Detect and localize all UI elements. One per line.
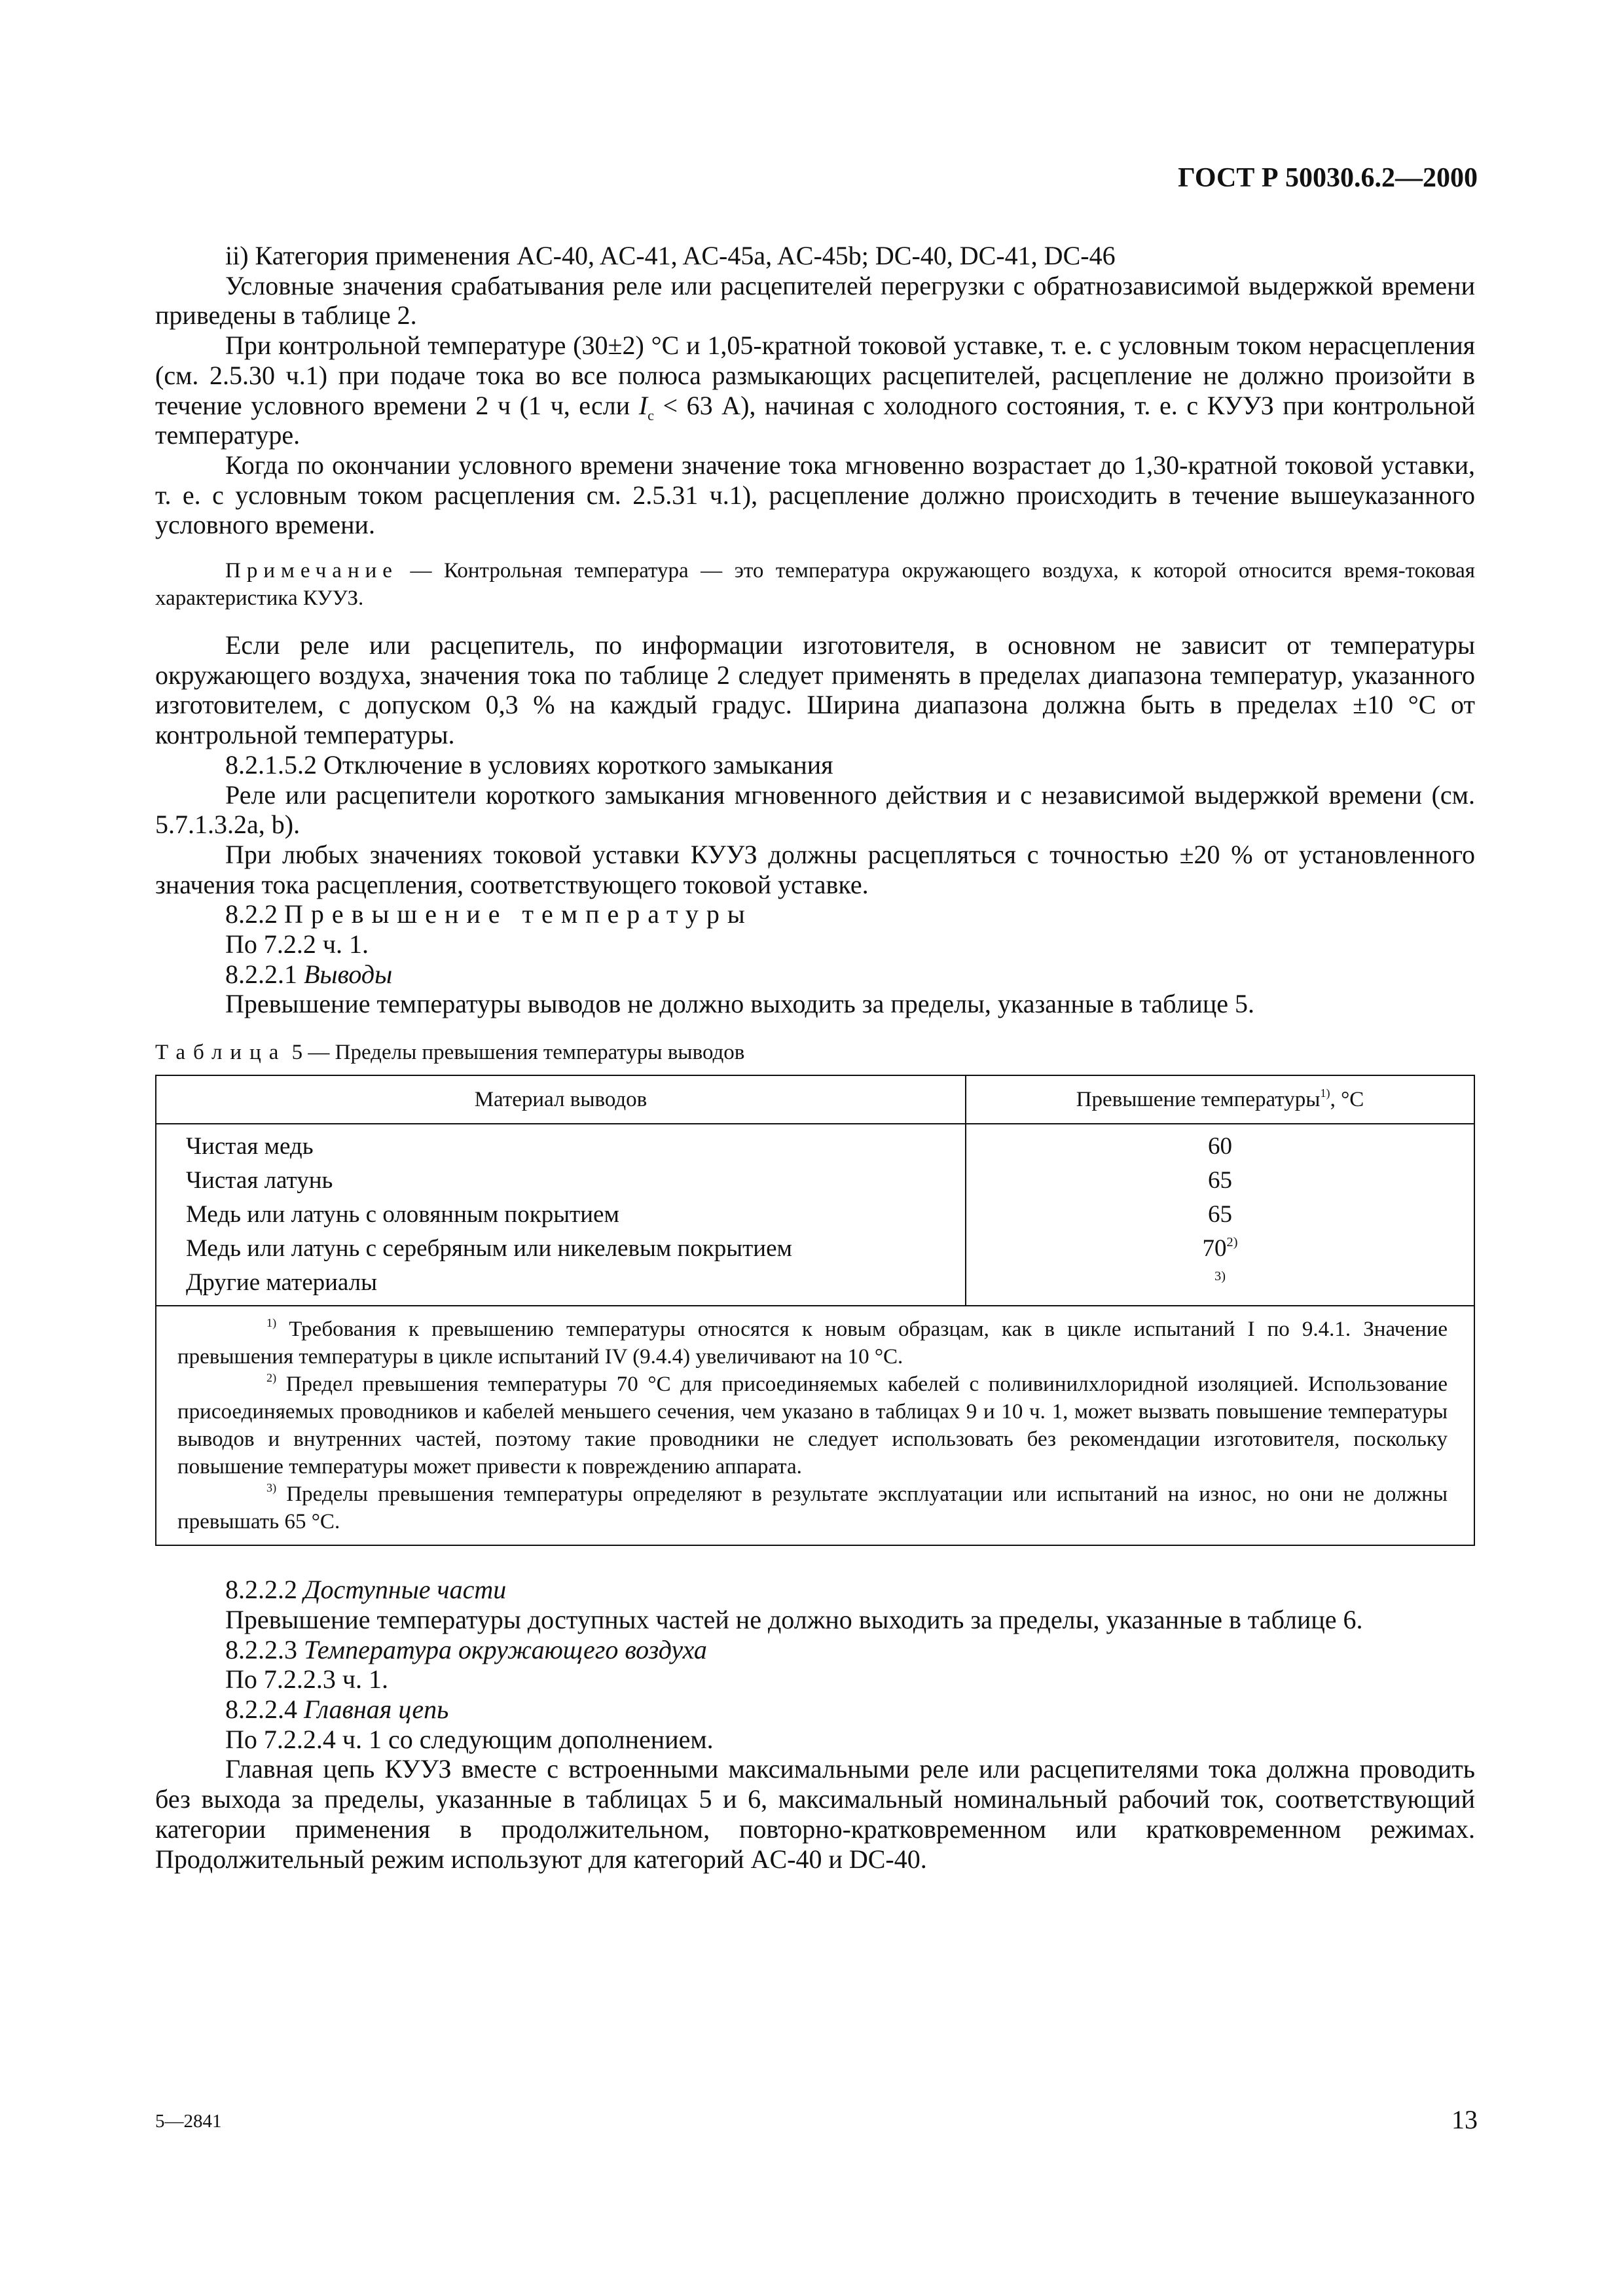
footnote-mark: 3) [266,1481,277,1495]
document-header [1178,162,1478,194]
table-5 [155,1075,1475,1546]
section-number: 8.2.2.2 [225,1575,304,1605]
current-subscript: c [647,406,654,423]
material-name: Другие материалы [186,1269,377,1297]
footnote-ref: 1) [1320,1086,1330,1100]
section-title: Температура окружающего воздуха [304,1634,707,1664]
standard-id: ГОСТ Р 50030.6.2—2000 [1178,163,1478,193]
table-caption [155,1039,1475,1066]
paragraph: Условные значения срабатывания реле или расцепителей перегрузки с обратнозависимой выдержкой времени приведены в таблице 2. [155,270,1475,331]
table-header-row [156,1075,1474,1124]
section-heading: 8.2.1.5.2 Отключение в условиях короткого замыкания [225,749,833,780]
section-title: Доступные части [304,1575,507,1605]
paragraph: Когда по окончании условного времени значение тока мгновенно возрастает до 1,30-кратной токовой уставки, т. е. с условным током расцепления см. 2.5.31 ч.1), расцепление должно происходить в течение вышеуказанного условного времени. [155,450,1475,540]
section-number: 8.2.2 [225,899,284,929]
column-header-temperature: Превышение температуры$^{1)}$, °С [966,1075,1474,1124]
document-body [155,241,1475,1874]
temperature-value: 65 [1208,1167,1232,1194]
material-name: Медь или латунь с серебряным или никелевым покрытием [186,1235,792,1263]
values-cell [966,1124,1474,1306]
paragraph: Превышение температуры доступных частей не должно выходить за пределы, указанные в таблице 6. [225,1604,1363,1634]
table-footnotes-row [156,1306,1474,1545]
section-number: 8.2.2.4 [225,1694,304,1724]
material-name: Чистая латунь [186,1167,333,1194]
paragraph: Если реле или расцепитель, по информации изготовителя, в основном не зависит от температуры окружающего воздуха, значения тока по таблице 2 следует применять в пределах диапазона температур, указанного изготовителем, с допуском 0,3 % на каждый градус. Ширина диапазона должна быть в пределах ±10 °С от контрольной температуры. [155,630,1475,750]
footnotes-cell [156,1306,1474,1545]
table-caption-label: Таблица [155,1041,287,1065]
section-title: Главная цепь [304,1694,449,1724]
section-heading [155,1695,1475,1725]
paragraph: Главная цепь КУУЗ вместе с встроенными максимальными реле или расцепителями тока должна проводить без выхода за пределы, указанные в таблицах 5 и 6, максимальный номинальный рабочий ток, соответствующий категории применения в продолжительном, повторно-кратковременном или кратковременном режимах. Продолжительный режим используют для категорий AC-40 и DC-40. [155,1754,1475,1874]
footnote-mark: 1) [266,1316,277,1330]
paragraph: По 7.2.2.3 ч. 1. [225,1664,389,1695]
section-title: Выводы [304,959,393,989]
section-title: Превышение температуры [284,899,753,929]
section-number: 8.2.2.1 [225,959,304,989]
material-name: Чистая медь [186,1133,314,1160]
temperature-value: 65 [1208,1201,1232,1229]
paragraph: По 7.2.2.4 ч. 1 со следующим дополнением. [225,1724,714,1754]
section-heading [155,960,1475,990]
paragraph [155,331,1475,450]
note-text: — Контрольная температура — это температура окружающего воздуха, к которой относится время-токовая характеристика КУУЗ. [155,559,1475,611]
table-footnote: $^{3)}$ Пределы превышения температуры определяют в результате эксплуатации или испытаний на износ, но они не должны превышать 65 °С. [177,1481,1448,1534]
material-name: Медь или латунь с оловянным покрытием [186,1201,619,1229]
temperature-value: 3) [1214,1268,1226,1283]
section-heading [155,1635,1475,1665]
paragraph: При любых значениях токовой уставки КУУЗ должны расцепляться с точностью ±20 % от установленного значения тока расцепления, соответствующего токовой уставке. [155,839,1475,899]
section-heading [155,1575,1475,1605]
materials-cell [156,1124,966,1306]
table-body-row [156,1124,1474,1306]
column-header-material: Материал выводов [156,1075,966,1124]
paragraph: Реле или расцепители короткого замыкания мгновенного действия и с независимой выдержкой времени (см. 5.7.1.3.2a, b). [155,780,1475,840]
note [155,557,1475,612]
table-footnote: $^{2)}$ Предел превышения температуры 70 °С для присоединяемых кабелей с поливинилхлоридной изоляцией. Использование присоединяемых проводников и кабелей меньшего сечения, чем указано в таблицах 9 и 10 ч. 1, может вызвать повышение температуры выводов и внутренних частей, поэтому такие проводники не следует использовать без рекомендации изготовителя, поскольку повышение температуры может привести к повреждению аппарата. [177,1371,1448,1479]
table-footnote: $^{1)}$ Требования к превышению температуры относятся к новым образцам, как в цикле испытаний I по 9.4.1. Значение превышения температуры в цикле испытаний IV (9.4.4) увеличивают на 10 °С. [177,1316,1448,1369]
print-code: 5—2841 [155,2111,222,2132]
paragraph: ii) Категория применения AC-40, AC-41, AC-45a, AC-45b; DC-40, DC-41, DC-46 [225,241,1116,270]
table-caption-text: 5 — Пределы превышения температуры выводов [286,1041,745,1065]
paragraph-text: < 63 А), начиная с холодного состояния, т. е. с КУУЗ при контрольной температуре. [155,390,1476,450]
paragraph: По 7.2.2 ч. 1. [225,929,369,960]
temperature-value: 70$^{2)}$ [1202,1234,1238,1263]
paragraph-text: При контрольной температуре (30±2) °С и 1,05-кратной токовой уставке, т. е. с условным током нерасцепления (см. 2.5.30 ч.1) при подаче тока во все полюса размыкающих расцепителей, расцепление не должно произойти в течение условного времени 2 ч (1 ч, если [155,331,1475,420]
section-heading [155,899,1475,929]
footnote-mark: 2) [266,1371,277,1385]
paragraph: Превышение температуры выводов не должно выходить за пределы, указанные в таблице 5. [225,989,1254,1019]
post-table-content [155,1575,1475,1874]
page-number: 13 [1451,2105,1478,2134]
temperature-value: 60 [1208,1133,1232,1160]
current-variable: I [638,390,648,420]
section-number: 8.2.2.3 [225,1634,304,1664]
note-label: Примечание [225,559,398,583]
